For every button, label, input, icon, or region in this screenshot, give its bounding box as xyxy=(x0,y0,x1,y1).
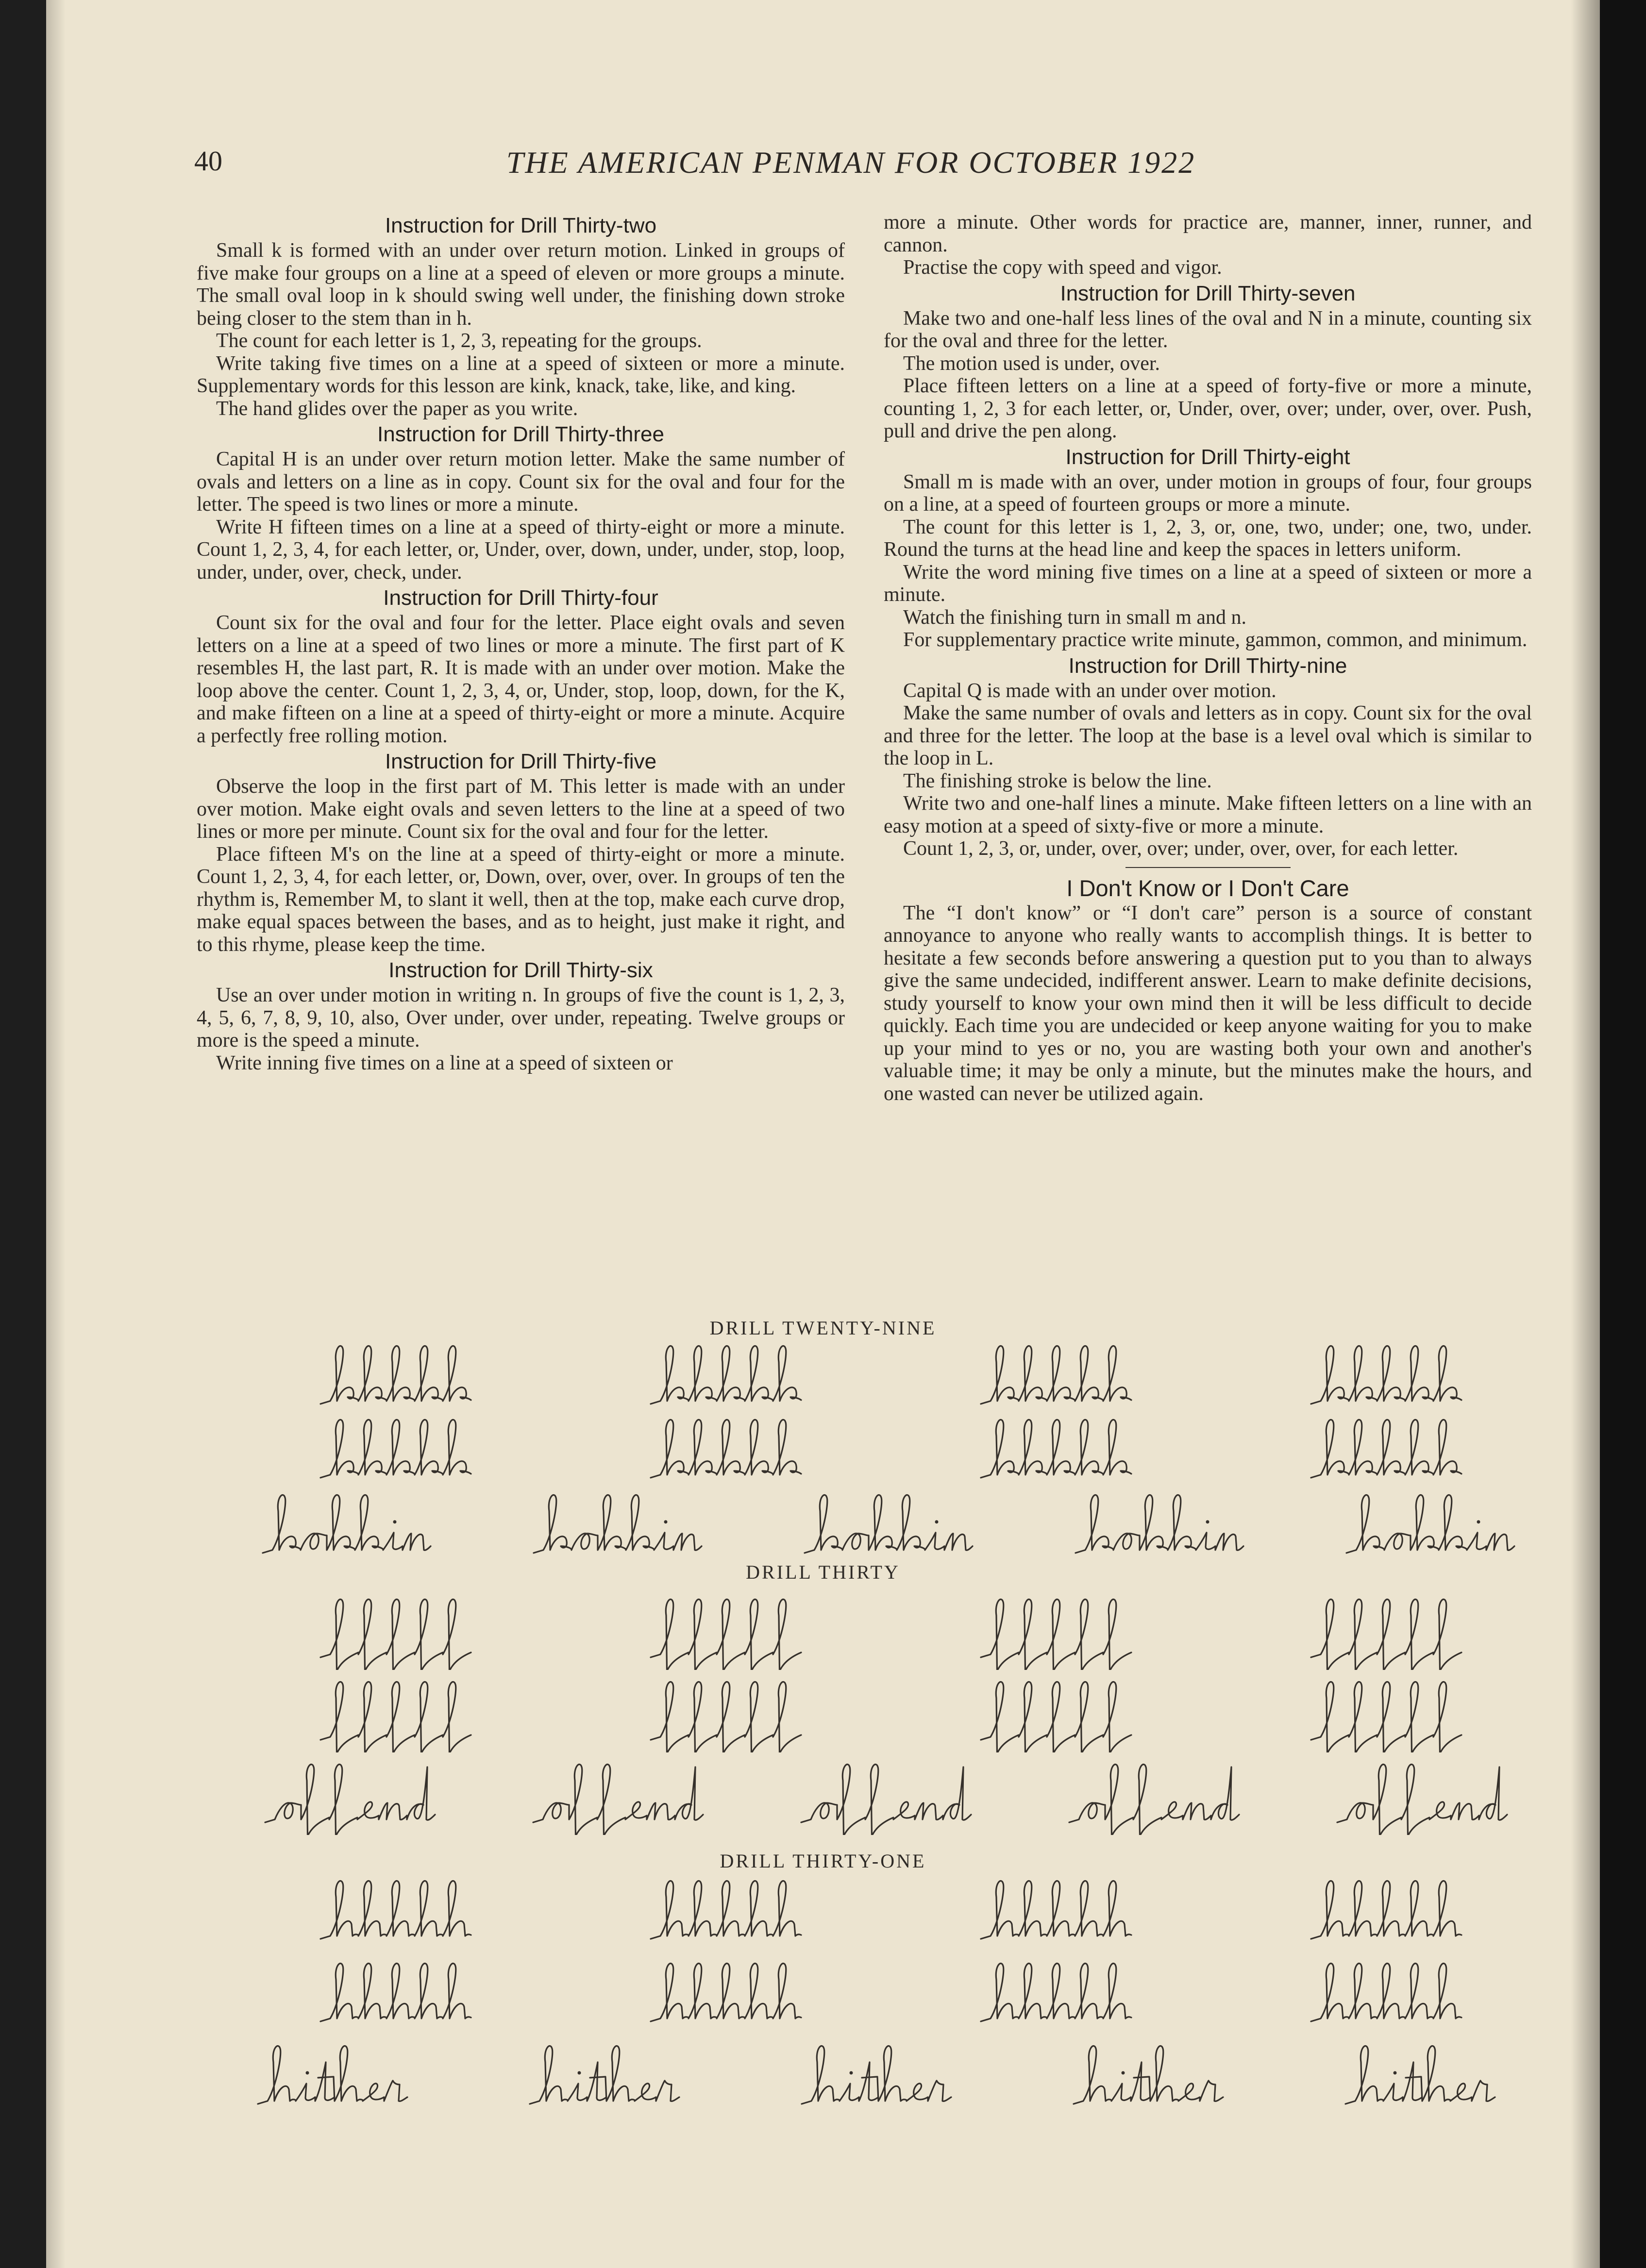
i-dot xyxy=(1477,1520,1480,1524)
paragraph: Write inning five times on a line at a speed of sixteen or xyxy=(216,1051,673,1074)
page-edge-shadow xyxy=(1571,0,1600,2268)
script-word xyxy=(981,1881,1131,1939)
paragraph: Capital H is an under over return motion letter. Make the same number of ovals and letters on a line as in copy. Count six for the oval and four for the letter. The speed is two lines or more a minute. xyxy=(197,448,845,516)
script-word xyxy=(530,2046,679,2104)
script-row xyxy=(226,1762,1566,1835)
running-title: THE AMERICAN PENMAN FOR OCTOBER 1922 xyxy=(506,145,1196,180)
script-word xyxy=(1311,1682,1461,1752)
drill-title: DRILL THIRTY xyxy=(746,1561,900,1583)
script-word xyxy=(534,1495,702,1553)
paragraph: Write taking five times on a line at a speed of sixteen or more a minute. Supplementary words for this lesson are kink, knack, take, like, and king. xyxy=(197,352,845,397)
section-heading: Instruction for Drill Thirty-two xyxy=(385,214,657,237)
script-word xyxy=(651,1600,801,1670)
paragraph: Small k is formed with an under over return motion. Linked in groups of five make four groups on a line at a speed of eleven or more groups a minute. The small oval loop in k should swing well under, the finishing down stroke being closer to the stem than in h. xyxy=(197,239,845,330)
script-word xyxy=(320,1682,471,1752)
section-heading: Instruction for Drill Thirty-five xyxy=(385,750,657,773)
script-word xyxy=(802,2046,951,2104)
script-word xyxy=(1345,2046,1495,2104)
script-row-drawing xyxy=(221,1493,1576,1566)
script-word xyxy=(320,1346,471,1404)
script-row-drawing xyxy=(240,1418,1561,1490)
script-row xyxy=(240,1879,1561,1951)
paragraph: Place fifteen M's on the line at a speed of thirty-eight or more a minute. Count 1, 2, 3, 4, for each letter, or, Down, over, over, over. In groups of ten the rhythm is, Remember M, to slant it well, then at the top, make each curve drop, make equal spaces between the bases, and as to height, just make it right, and to this rhyme, please keep the time. xyxy=(197,843,845,956)
script-row-drawing xyxy=(240,1344,1561,1417)
script-row xyxy=(221,1493,1576,1566)
script-row xyxy=(240,1680,1561,1752)
i-dot xyxy=(850,2071,853,2075)
paragraph: Write H fifteen times on a line at a speed of thirty-eight or more a minute. Count 1, 2, 3, 4, for each letter, or, Under, over, down, under, under, stop, loop, under, under, over, check, under. xyxy=(197,516,845,584)
essay-heading: I Don't Know or I Don't Care xyxy=(1066,875,1349,901)
script-word xyxy=(258,2046,407,2104)
script-word xyxy=(533,1765,703,1835)
script-row xyxy=(240,1597,1561,1670)
paragraph: The count for this letter is 1, 2, 3, or, one, two, under; one, two, under. Round the turns at the head line and keep the spaces in letters uniform. xyxy=(884,516,1532,561)
script-word xyxy=(320,1881,471,1939)
section-heading: Instruction for Drill Thirty-three xyxy=(377,422,664,446)
script-word xyxy=(805,1495,973,1553)
script-row xyxy=(206,2044,1566,2117)
script-row-drawing xyxy=(240,1680,1561,1752)
script-word xyxy=(1311,1964,1461,2021)
script-word xyxy=(1069,1765,1239,1835)
script-word xyxy=(1311,1881,1461,1939)
paragraph: Place fifteen letters on a line at a speed of forty-five or more a minute, counting 1, 2, 3 for each letter, or, Under, over, over; under, over, over. Push, pull and drive the pen along. xyxy=(884,375,1532,442)
script-word xyxy=(320,1420,471,1478)
background-strip xyxy=(1600,0,1646,2268)
i-dot xyxy=(578,2071,581,2075)
script-word xyxy=(651,1420,801,1478)
paragraph: Observe the loop in the first part of M. This letter is made with an under over motion. Make eight ovals and seven letters to the line at a speed of two lines or more per minute. Count six for the oval and four for the letter. xyxy=(197,775,845,843)
script-word xyxy=(1311,1600,1461,1670)
section-heading: Instruction for Drill Thirty-six xyxy=(388,958,653,982)
script-row-drawing xyxy=(240,1879,1561,1951)
script-word xyxy=(651,1346,801,1404)
script-word xyxy=(651,1881,801,1939)
paragraph: Small m is made with an over, under motion in groups of four, four groups on a line, at a speed of fourteen groups or more a minute. xyxy=(884,470,1532,516)
script-word xyxy=(651,1964,801,2021)
script-row-drawing xyxy=(240,1961,1561,2034)
section-divider xyxy=(1125,867,1291,868)
script-word xyxy=(1311,1420,1461,1478)
script-word xyxy=(981,1600,1131,1670)
i-dot xyxy=(664,1520,668,1524)
paragraph: The finishing stroke is below the line. xyxy=(903,769,1212,792)
script-word xyxy=(1074,2046,1223,2104)
magazine-page xyxy=(46,0,1600,2268)
paragraph: Capital Q is made with an under over motion. xyxy=(903,679,1276,702)
i-dot xyxy=(1206,1520,1209,1524)
paragraph: Make two and one-half less lines of the oval and N in a minute, counting six for the oval and three for the letter. xyxy=(884,307,1532,352)
paragraph: The count for each letter is 1, 2, 3, repeating for the groups. xyxy=(216,330,702,352)
script-row xyxy=(240,1961,1561,2034)
paragraph: Watch the finishing turn in small m and n. xyxy=(903,606,1247,629)
paragraph: Write the word mining five times on a line at a speed of sixteen or more a minute. xyxy=(884,561,1532,606)
section-heading: Instruction for Drill Thirty-nine xyxy=(1068,653,1347,678)
paragraph: The motion used is under, over. xyxy=(903,352,1160,375)
script-word xyxy=(981,1964,1131,2021)
i-dot xyxy=(935,1520,939,1524)
paragraph: Practise the copy with speed and vigor. xyxy=(903,256,1222,279)
paragraph: Write two and one-half lines a minute. Make fifteen letters on a line with an easy motion at a speed of sixty-five or more a minute. xyxy=(884,792,1532,837)
script-word xyxy=(981,1682,1131,1752)
section-heading: Instruction for Drill Thirty-eight xyxy=(1065,445,1350,469)
section-heading: Instruction for Drill Thirty-four xyxy=(383,586,658,610)
script-row xyxy=(240,1418,1561,1490)
script-word xyxy=(1075,1495,1243,1553)
drill-title: DRILL TWENTY-NINE xyxy=(709,1317,937,1339)
paragraph: Count six for the oval and four for the letter. Place eight ovals and seven letters on a line at a speed of two lines or more a minute. The first part of K resembles H, the last part, R. It is made with an under over motion. Make the loop above the center. Count 1, 2, 3, 4, or, Under, stop, loop, down, for the K, and make fifteen on a line at a speed of thirty-eight or more a minute. Acquire a perfectly free rolling motion. xyxy=(197,612,845,747)
i-dot xyxy=(393,1520,397,1524)
script-word xyxy=(1311,1346,1461,1404)
page-number: 40 xyxy=(194,145,222,177)
page-gutter-shadow xyxy=(46,0,66,2268)
script-row xyxy=(240,1344,1561,1417)
script-word xyxy=(981,1346,1131,1404)
script-word xyxy=(981,1420,1131,1478)
paragraph: The hand glides over the paper as you write. xyxy=(216,397,578,420)
left-text-column xyxy=(197,211,845,1074)
script-word xyxy=(263,1495,431,1553)
script-word xyxy=(320,1600,471,1670)
right-text-column xyxy=(884,211,1532,1105)
script-row-drawing xyxy=(206,2044,1566,2117)
script-word xyxy=(1337,1765,1507,1835)
drill-title: DRILL THIRTY-ONE xyxy=(720,1850,926,1872)
paragraph: more a minute. Other words for practice are, manner, inner, runner, and cannon. xyxy=(884,211,1532,256)
script-word xyxy=(320,1964,471,2021)
paragraph: Use an over under motion in writing n. In groups of five the count is 1, 2, 3, 4, 5, 6, 7, 8, 9, 10, also, Over under, over under, repeating. Twelve groups or more is the speed a minute. xyxy=(197,984,845,1051)
page-header xyxy=(194,145,1508,188)
paragraph: The “I don't know” or “I don't care” person is a source of constant annoyance to anyone who really wants to accomplish things. It is better to hesitate a few seconds before answering a question put to you than to always give the same undecided, indifferent answer. Learn to make definite decisions, study yourself to know your own mind then it will be less difficult to decide quickly. Each time you are undecided or keep anyone waiting for you to make up your mind to yes or no, you are wasting both your own and another's valuable time; it may be only a minute, but the minutes make the hours, and one wasted can never be utilized again. xyxy=(884,901,1532,1105)
i-dot xyxy=(306,2071,309,2075)
paragraph: For supplementary practice write minute, gammon, common, and minimum. xyxy=(903,629,1528,651)
section-heading: Instruction for Drill Thirty-seven xyxy=(1060,281,1356,305)
i-dot xyxy=(1122,2071,1125,2075)
paragraph: Make the same number of ovals and letters as in copy. Count six for the oval and three for the letter. The loop at the base is a level oval which is similar to the loop in L. xyxy=(884,702,1532,769)
script-word xyxy=(801,1765,971,1835)
i-dot xyxy=(1394,2071,1397,2075)
script-word xyxy=(651,1682,801,1752)
script-row-drawing xyxy=(226,1762,1566,1835)
script-row-drawing xyxy=(240,1597,1561,1670)
script-word xyxy=(265,1765,435,1835)
paragraph: Count 1, 2, 3, or, under, over, over; under, over, over, for each letter. xyxy=(903,837,1459,860)
script-word xyxy=(1346,1495,1514,1553)
